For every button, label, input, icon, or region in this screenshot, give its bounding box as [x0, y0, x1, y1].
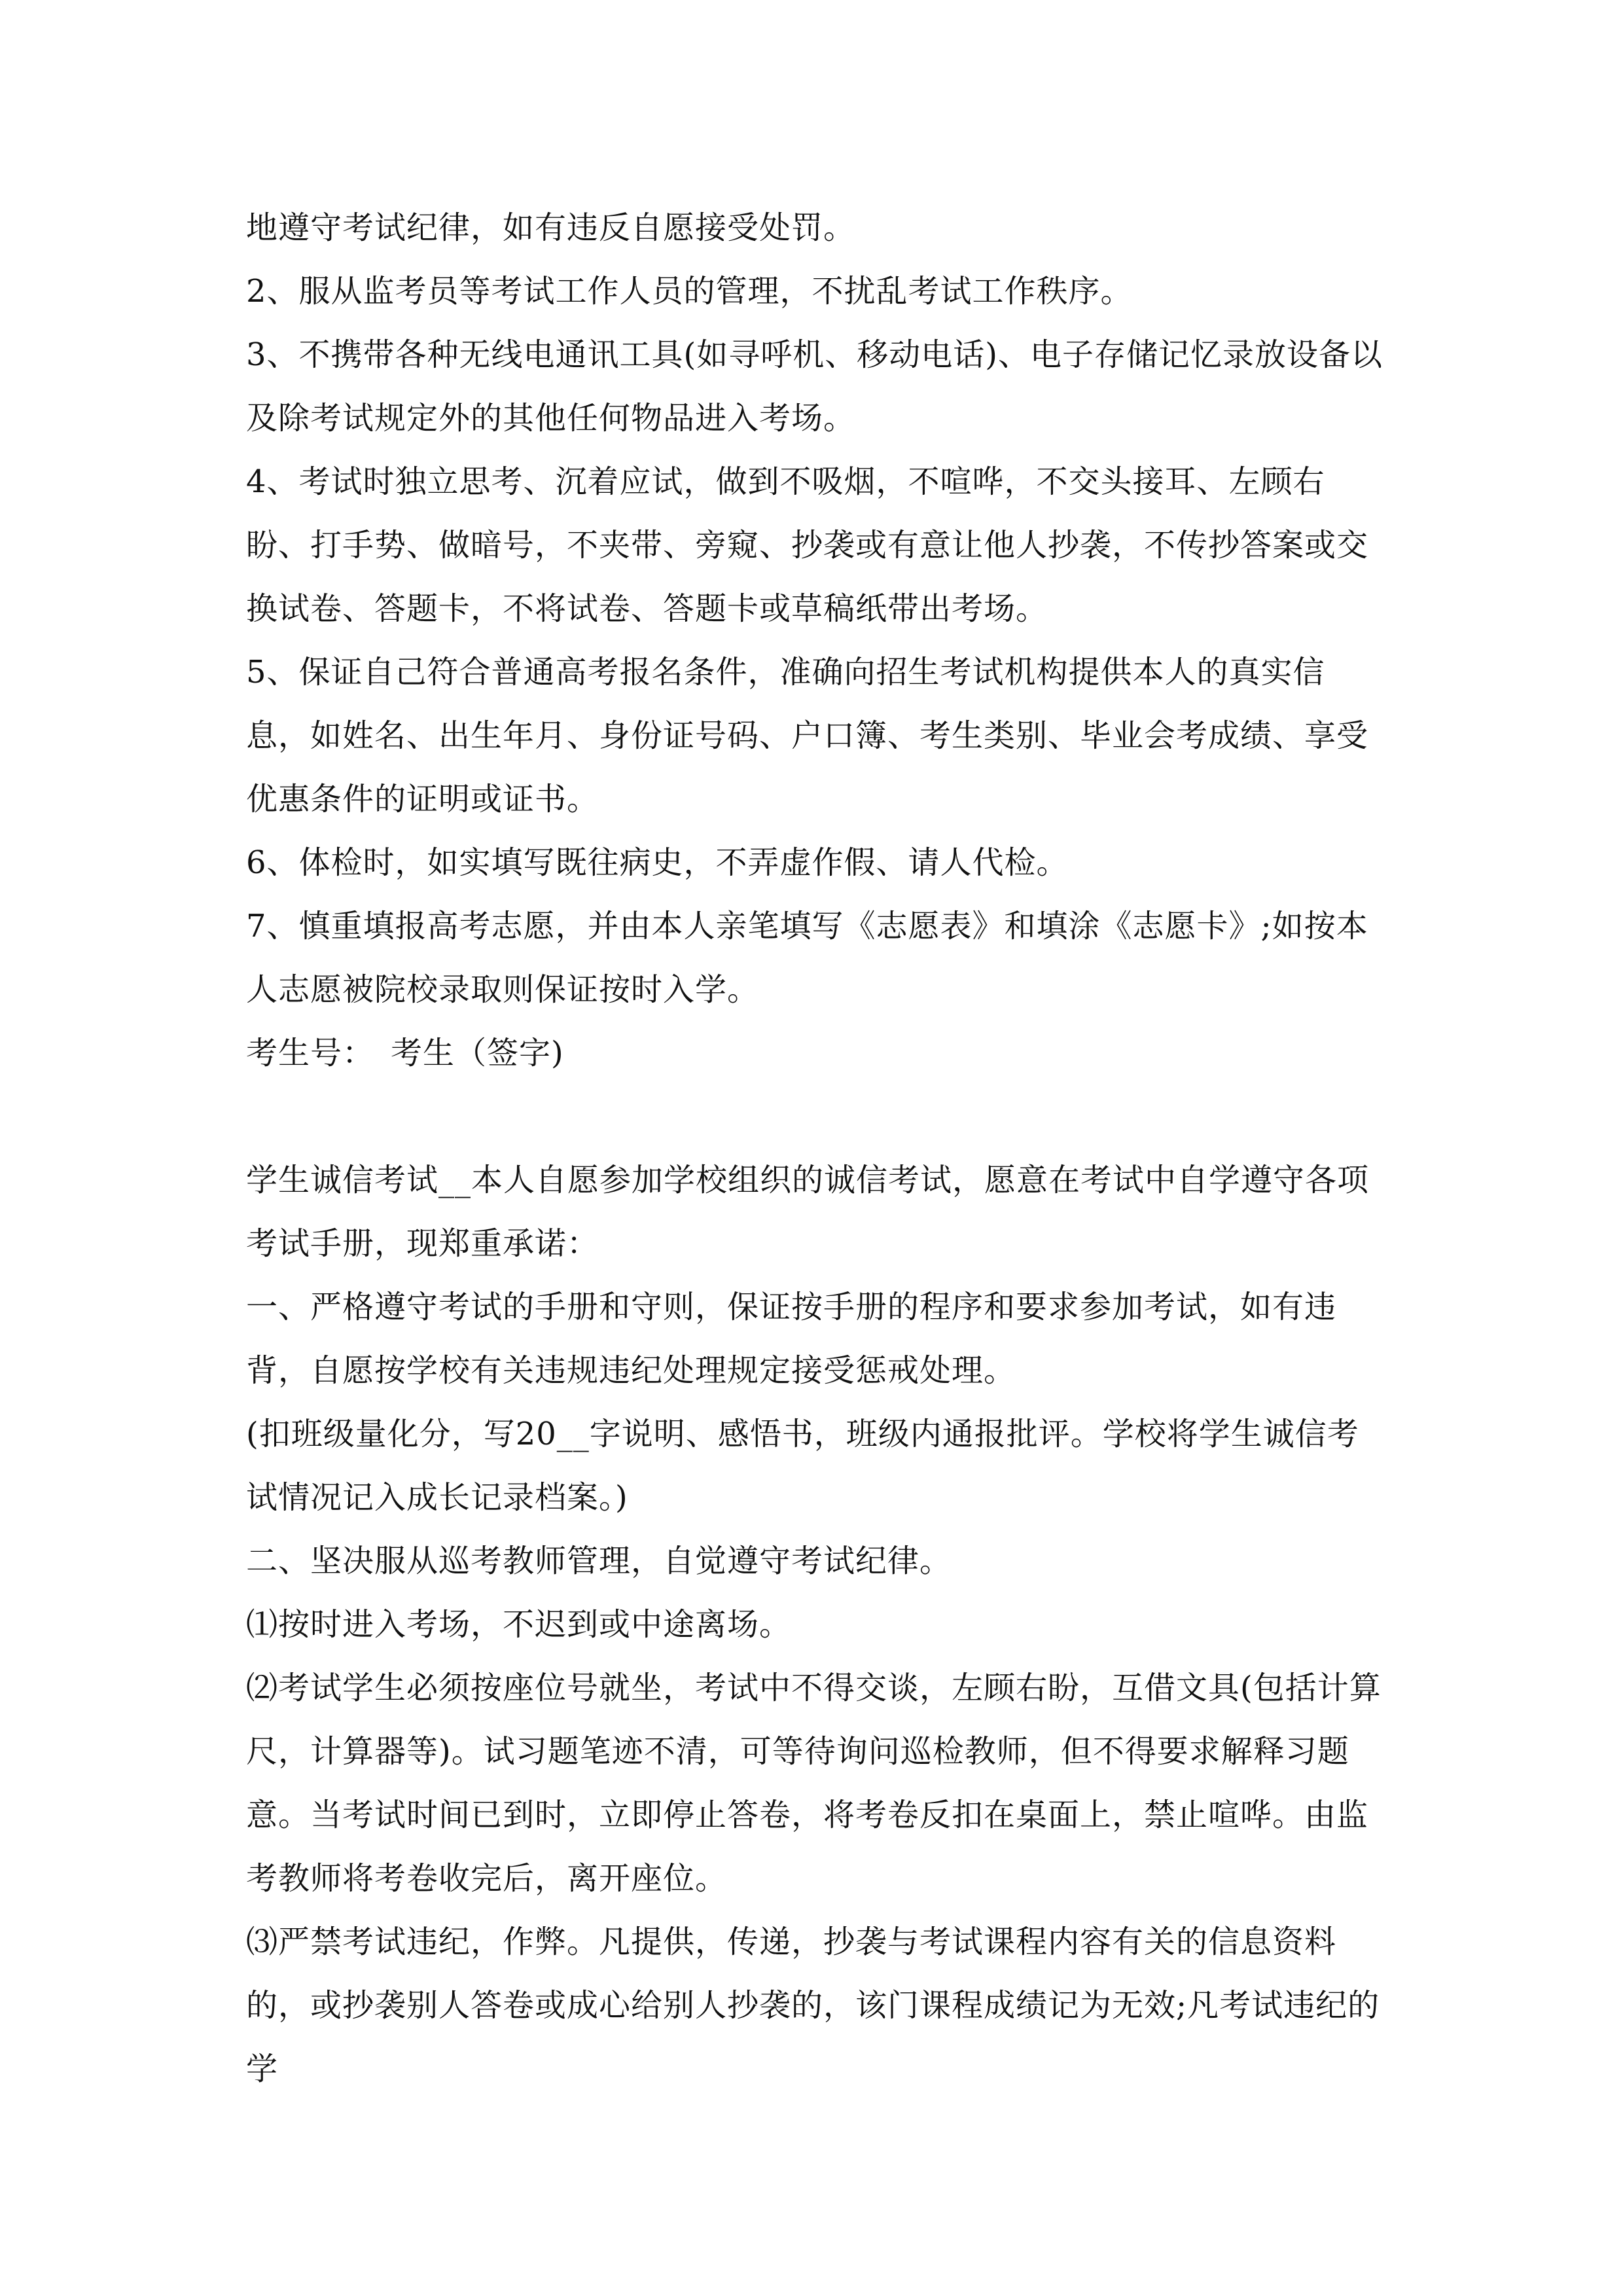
paragraph: 7、慎重填报高考志愿，并由本人亲笔填写《志愿表》和填涂《志愿卡》;如按本人志愿被院校录取则保证按时入学。	[246, 908, 1368, 1008]
paragraph: ⑶严禁考试违纪，作弊。凡提供，传递，抄袭与考试课程内容有关的信息资料的，或抄袭别人答卷或成心给别人抄袭的，该门课程成绩记为无效;凡考试违纪的学	[246, 1924, 1380, 2087]
paragraph: 一、严格遵守考试的手册和守则，保证按手册的程序和要求参加考试，如有违背，自愿按学校有关违规违纪处理规定接受惩戒处理。	[246, 1289, 1337, 1389]
section-spacer	[246, 1085, 1385, 1149]
paragraph: 学生诚信考试__本人自愿参加学校组织的诚信考试，愿意在考试中自学遵守各项考试手册，现郑重承诺：	[246, 1162, 1370, 1262]
paragraph: (扣班级量化分，写20__字说明、感悟书，班级内通报批评。学校将学生诚信考试情况记入成长记录档案。)	[246, 1416, 1359, 1516]
paragraph: ⑵考试学生必须按座位号就坐，考试中不得交谈，左顾右盼，互借文具(包括计算尺，计算器等)。试习题笔迹不清，可等待询问巡检教师，但不得要求解释习题意。当考试时间已到时，立即停止答卷，将考卷反扣在桌面上，禁止喧哗。由监考教师将考卷收完后，离开座位。	[246, 1670, 1382, 1897]
signature-line: 考生号： 考生（签字)	[246, 1035, 564, 1071]
paragraph: 3、不携带各种无线电通讯工具(如寻呼机、移动电话)、电子存储记忆录放设备以及除考试规定外的其他任何物品进入考场。	[246, 336, 1383, 437]
paragraph: 6、体检时，如实填写既往病史，不弄虚作假、请人代检。	[246, 844, 1069, 881]
paragraph: 2、服从监考员等考试工作人员的管理，不扰乱考试工作秩序。	[246, 273, 1133, 310]
paragraph: 地遵守考试纪律，如有违反自愿接受处罚。	[246, 209, 856, 246]
document-body	[246, 196, 1385, 2101]
paragraph: 二、坚决服从巡考教师管理，自觉遵守考试纪律。	[246, 1543, 952, 1579]
paragraph: 4、考试时独立思考、沉着应试，做到不吸烟，不喧哗，不交头接耳、左顾右盼、打手势、做暗号，不夹带、旁窥、抄袭或有意让他人抄袭，不传抄答案或交换试卷、答题卡，不将试卷、答题卡或草稿纸带出考场。	[246, 463, 1369, 627]
paragraph: ⑴按时进入考场，不迟到或中途离场。	[246, 1606, 792, 1643]
paragraph: 5、保证自己符合普通高考报名条件，准确向招生考试机构提供本人的真实信息，如姓名、出生年月、身份证号码、户口簿、考生类别、毕业会考成绩、享受优惠条件的证明或证书。	[246, 654, 1369, 817]
